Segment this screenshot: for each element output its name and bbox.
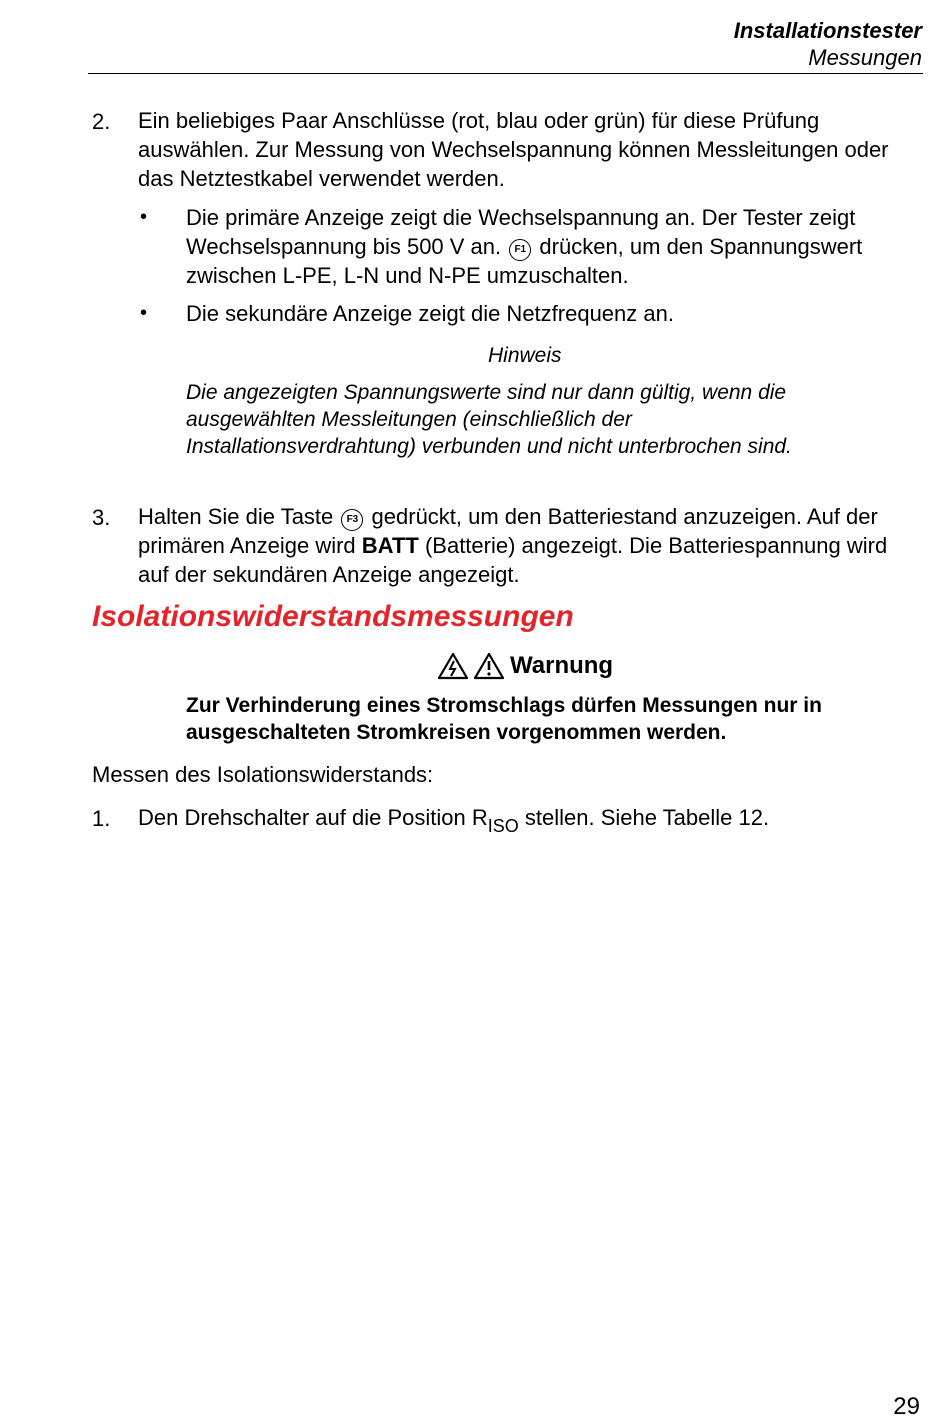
caution-icon <box>474 652 504 680</box>
warning-title: Warnung <box>510 652 614 679</box>
step3-text-middle: gedrückt, um den Batteriestand anzuzeigen. Auf der primären Anzeige wird <box>138 504 878 558</box>
bullet1-text-after: drücken, um den Spannungswert zwischen L-PE, L-N und N-PE umzuschalten. <box>186 234 863 288</box>
step1-text-after: stellen. Siehe Tabelle 12. <box>524 805 770 830</box>
f3-key-icon: F3 <box>341 509 363 531</box>
section-title: Isolationswiderstandsmessungen <box>92 600 574 633</box>
step2-bullet1 <box>186 203 921 290</box>
warning-header <box>438 652 613 680</box>
step3-text <box>138 502 908 589</box>
step3-number: 3. <box>92 505 111 530</box>
bullet1-text-before: Die primäre Anzeige zeigt die Wechselspannung an. Der Tester zeigt Wechselspannung bis 500 V an. <box>186 205 856 259</box>
step2-text: Ein beliebiges Paar Anschlüsse (rot, blau oder grün) für diese Prüfung auswählen. Zur Messung von Wechselspannung können Messleitungen oder das Netztestkabel verwendet werden. <box>138 108 889 191</box>
step1-text-before: Den Drehschalter auf die Position R <box>138 805 488 830</box>
step3-text-after: (Batterie) angezeigt. Die Batteriespannung wird auf der sekundären Anzeige angezeigt. <box>138 533 888 587</box>
warning-text: Zur Verhinderung eines Stromschlags dürfen Messungen nur in ausgeschalteten Stromkreisen vorgenommen werden. <box>186 694 822 744</box>
header-title: Installationstester <box>733 18 922 43</box>
electric-hazard-icon <box>438 652 468 680</box>
step2-number: 2. <box>92 109 111 134</box>
bullet-dot: • <box>140 206 148 228</box>
f1-key-icon: F1 <box>509 239 531 261</box>
batt-label: BATT <box>361 533 419 558</box>
header-subtitle: Messungen <box>808 45 922 70</box>
intro-text: Messen des Isolationswiderstands: <box>92 762 434 787</box>
note-text: Die angezeigten Spannungswerte sind nur dann gültig, wenn die ausgewählten Messleitungen (einschließlich der Installationsverdrahtung) verbunden und nicht unterbrochen sind. <box>186 381 792 458</box>
step3-text-before: Halten Sie die Taste <box>138 504 334 529</box>
step1-number: 1. <box>92 806 111 831</box>
bullet-dot: • <box>140 302 148 324</box>
step2-bullet2: Die sekundäre Anzeige zeigt die Netzfrequenz an. <box>186 301 674 326</box>
page-number: 29 <box>893 1393 920 1420</box>
step1-text <box>138 803 908 841</box>
note-title: Hinweis <box>488 344 562 367</box>
header-rule <box>88 73 923 74</box>
iso-subscript: ISO <box>487 816 519 836</box>
